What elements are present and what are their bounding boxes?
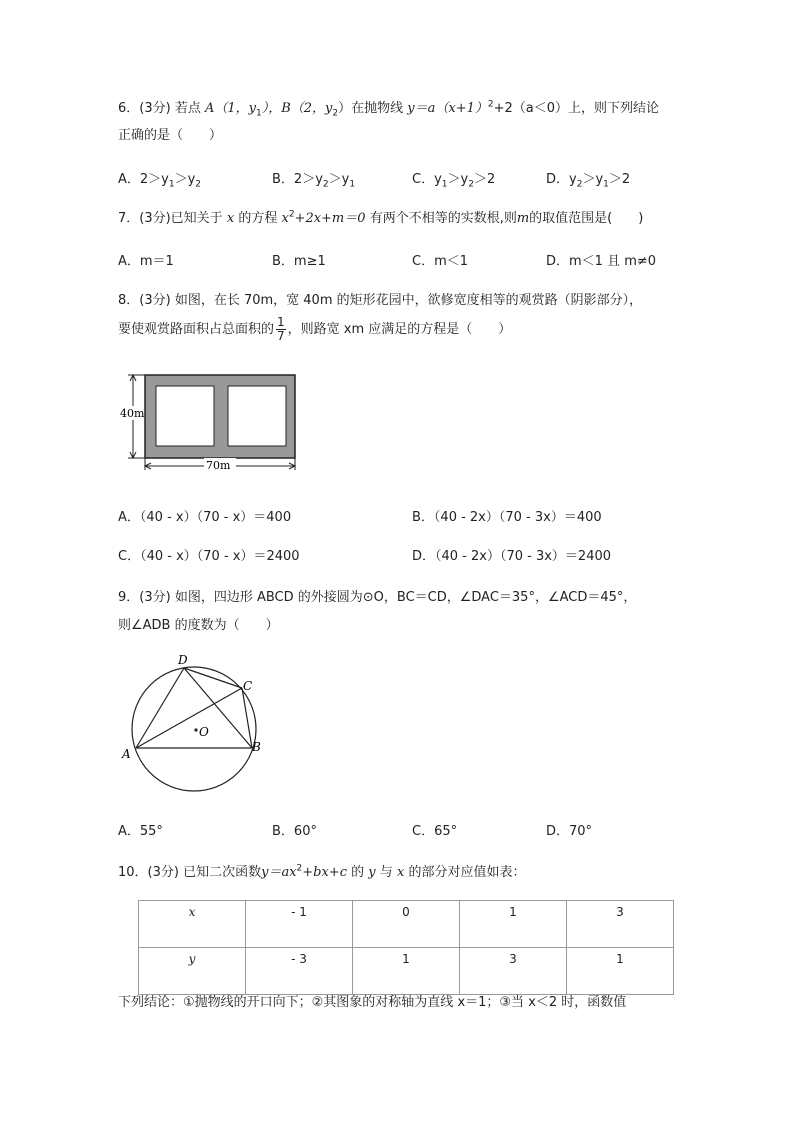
- q8-width-label: 70m: [206, 459, 231, 472]
- q8-options-row1: [0, 506, 794, 526]
- q8-options-row2: [0, 545, 794, 565]
- q8-line1: 8．(3分) 如图，在长 70m，宽 40m 的矩形花园中，欲修宽度相等的观赏路（阴影部分），: [118, 293, 643, 308]
- q9-option-c: C．65°: [412, 824, 458, 839]
- q8-option-d: D．（40 - 2x）（70 - 3x）＝2400: [412, 549, 612, 564]
- q7-stem: 7．(3分)已知关于 x 的方程 $x^2+2x+m=0$ 有两个不相等的实数根,则m的取值范围是( ): [118, 209, 644, 226]
- q9-line1: 9．(3分) 如图，四边形 ABCD 的外接圆为⊙O，BC＝CD，∠DAC＝35°，∠ACD＝45°，: [118, 590, 637, 605]
- table-cell: y: [139, 948, 246, 995]
- table-row: [139, 948, 674, 995]
- table-cell: 0: [352, 901, 459, 948]
- table-cell: x: [139, 901, 246, 948]
- q7-option-c: C．m＜1: [412, 254, 469, 269]
- q9-label-d: D: [178, 653, 188, 667]
- table-cell: 3: [459, 948, 566, 995]
- table-row: [139, 901, 674, 948]
- table-cell: 1: [459, 901, 566, 948]
- q6-line2: 正确的是（ ）: [118, 128, 223, 143]
- q6-option-c: C．$y_1>y_2>2$: [412, 172, 496, 190]
- q8-option-b: B．（40 - 2x）（70 - 3x）＝400: [412, 510, 602, 525]
- q8-line2: 要使观赏路面积占总面积的 $\frac{1}{7}$ ，则路宽 xm 应满足的方程是（ ）: [118, 315, 512, 343]
- q9-option-d: D．70°: [546, 824, 593, 839]
- q9-label-c: C: [243, 679, 253, 693]
- q10-stem: 10．(3分) 已知二次函数$y=ax^2+bx+c$ 的 y 与 x 的部分对应值如表：: [118, 863, 526, 880]
- q9-label-b: B: [252, 740, 261, 754]
- q10-conclusion: 下列结论：①抛物线的开口向下；②其图象的对称轴为直线 x＝1；③当 x＜2 时，函数值: [118, 995, 627, 1010]
- table-cell: 1: [566, 948, 673, 995]
- q9-line2: 则∠ADB 的度数为（ ）: [118, 618, 279, 633]
- q9-circle-figure: [118, 650, 268, 800]
- q6-option-b: B．$2>y_2>y_1$: [272, 172, 356, 190]
- table-cell: - 3: [245, 948, 352, 995]
- q8-option-a: A．（40 - x）（70 - x）＝400: [118, 510, 292, 525]
- table-cell: - 1: [245, 901, 352, 948]
- q9-label-a: A: [122, 747, 131, 761]
- q8-fraction: $\frac{1}{7}$: [277, 315, 285, 343]
- q7-option-a: A．m＝1: [118, 254, 174, 269]
- q9-option-a: A．55°: [118, 824, 163, 839]
- q7-options: [0, 250, 794, 270]
- q6-line1: 6．(3分) 若点 A（1，$y_1$），B（2，$y_2$）在抛物线 $y=a(x+1)^2+2(a<0)$上，则下列结论: [118, 99, 660, 119]
- q9-option-b: B．60°: [272, 824, 317, 839]
- table-cell: 1: [352, 948, 459, 995]
- q9-options: [0, 820, 794, 840]
- q7-option-b: B．m≥1: [272, 254, 326, 269]
- q10-value-table: [138, 900, 674, 995]
- q7-option-d: D．m＜1 且 m≠0: [546, 254, 657, 269]
- q6-option-d: D．$y_2>y_1>2$: [546, 172, 631, 190]
- q9-label-o: O: [199, 725, 209, 739]
- q8-height-label: 40m: [120, 407, 145, 420]
- table-cell: 3: [566, 901, 673, 948]
- q8-garden-figure: [118, 368, 308, 478]
- q6-options: [0, 168, 794, 188]
- q8-option-c: C．（40 - x）（70 - x）＝2400: [118, 549, 300, 564]
- q6-option-a: A．$2>y_1>y_2$: [118, 172, 202, 190]
